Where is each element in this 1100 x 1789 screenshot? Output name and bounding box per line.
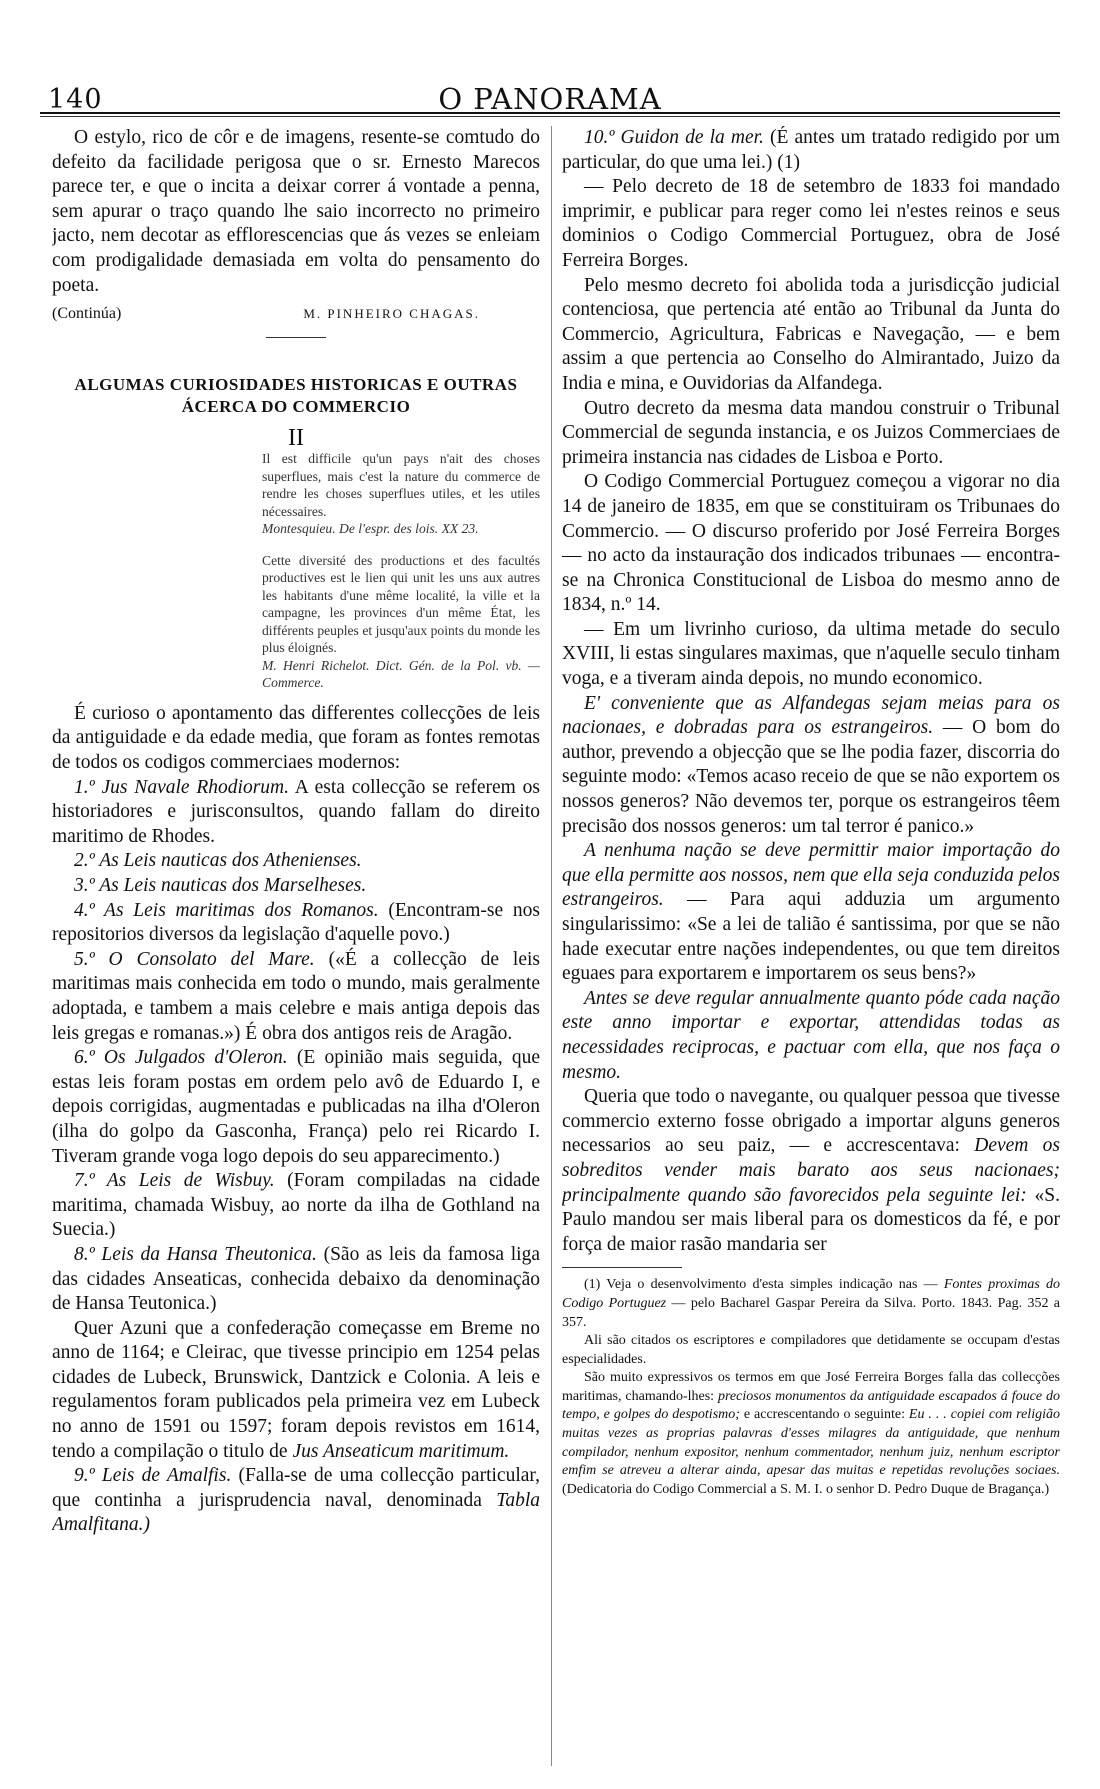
right-column bbox=[562, 126, 1060, 1776]
epigraph-2 bbox=[262, 552, 540, 692]
section-number: II bbox=[288, 424, 304, 451]
footnote-italic: Eu . . . copiei com religião muitas vezes as proprias palavras d'esses milagres da antiguidade, que nenhum compilador, nenhum expositor, nenhum commentador, nenhum juiz, nenhum escriptor emfim se atreveu a alterar ainda, apesar das muitas e repetidas revoluções sociaes. bbox=[562, 1407, 1060, 1479]
footnote-italic: preciosos monumentos da antiguidade escapados á fouce do tempo, e golpes do despotismo; bbox=[562, 1388, 1060, 1423]
body-paragraph: Pelo mesmo decreto foi abolida toda a jurisdicção judicial contenciosa, que pertencia até então ao Tribunal da Junta do Commercio, Agricultura, Fabricas e Navegação, — e bem assim a que pertencia ao Conselho do Almirantado, Juizo da India e mina, e Ouvidorias da Alfandega. bbox=[562, 274, 1060, 394]
list-item-text: (São as leis da famosa liga das cidades Anseaticas, conhecida debaixo da denominação de Hansa Teutonica.) bbox=[52, 1243, 540, 1315]
page-number: 140 bbox=[48, 84, 103, 115]
section-title: ALGUMAS CURIOSIDADES HISTORICAS E OUTRAS ÁCERCA DO COMMERCIO bbox=[74, 374, 518, 416]
list-item bbox=[52, 1464, 540, 1538]
maxim-text: A nenhuma nação se deve permittir maior importação do que ella permitte aos nossos, nem que ella seja conduzida pelos estrangeiros. bbox=[562, 840, 1060, 911]
list-item-text: (É antes um tratado redigido por um particular, do que uma lei.) (1) bbox=[562, 127, 1060, 173]
list-item bbox=[52, 1243, 540, 1317]
list-item-text: A esta collecção se referem os historiadores e jurisconsultos, quando fallam do direito maritimo de Rhodes. bbox=[52, 776, 540, 847]
running-title: O PANORAMA bbox=[438, 82, 662, 116]
header-rule-thin bbox=[40, 116, 1060, 117]
body-paragraph: Outro decreto da mesma data mandou construir o Tribunal Commercial de segunda instancia, e os Juizos Commerciaes de primeira instancia nas cidades de Lisboa e Porto. bbox=[562, 397, 1060, 468]
epigraph-2-text: Cette diversité des productions et des facultés productives est le lien qui unit les uns aux autres les habitants d'une même localité, la ville et la campagne, les provinces d'un même État, les différents peuples et jusqu'aux points du monde les plus éloignés. bbox=[262, 552, 540, 656]
footnotes bbox=[562, 1276, 1060, 1499]
list-item-label: 5.º O Consolato del Mare. bbox=[74, 948, 315, 970]
body-text: — O bom do author, prevendo a objecção que se lhe podia fazer, discorria do seguinte modo: «Temos acaso receio de que se não exportem os nossos generos? Não devemos ter, porque os estrangeiros têem precisão dos nossos generos: um tal terror é panico.» bbox=[562, 717, 1060, 837]
list-item bbox=[52, 948, 540, 1046]
list-item-label: 7.º As Leis de Wisbuy. bbox=[74, 1170, 275, 1192]
intro-paragraph: O estylo, rico de côr e de imagens, resente-se comtudo do defeito da facilidade perigosa que o sr. Ernesto Marecos parece ter, e que o incita a deixar correr á vontade a penna, sem apurar o traço quando lhe saio incorrecto no primeiro jacto, nem decotar as efflorescencias que ás vezes se enleiam com prodigalidade demasiada em volta do pensamento do poeta. bbox=[52, 127, 540, 296]
body-paragraph: É curioso o apontamento das differentes collecções de leis da antiguidade e da edade media, que foram as fontes remotas de todos os codigos commerciaes modernos: bbox=[52, 702, 540, 774]
list-item-label: 8.º Leis da Hansa Theutonica. bbox=[74, 1243, 317, 1265]
body-text-italic: Jus Anseaticum maritimum. bbox=[292, 1440, 510, 1462]
footnote bbox=[562, 1276, 1060, 1332]
left-column bbox=[52, 126, 540, 1776]
footnote-text: São muito expressivos os termos em que José Ferreira Borges falla das collecções maritimas, chamando-lhes: bbox=[562, 1370, 1060, 1404]
continua-note: (Continúa) bbox=[52, 305, 122, 323]
list-item-label: 9.º Leis de Amalfis. bbox=[74, 1465, 232, 1487]
footnote-text: — pelo Bacharel Gaspar Pereira da Silva. Porto. 1843. Pag. 352 a 357. bbox=[562, 1295, 1060, 1330]
list-item-label: 1.º Jus Navale Rhodiorum. bbox=[74, 776, 289, 798]
footnote-text: e accrescentando o seguinte: bbox=[739, 1407, 909, 1423]
list-item bbox=[52, 776, 540, 850]
body-text: — Para aqui adduzia um argumento singularissimo: «Se a lei de talião é santissima, por que se não hade executar entre nações independentes, ou que tem direitos eguaes para exportarem e importarem os seus bens?» bbox=[562, 889, 1060, 985]
footnote-text: (Dedicatoria do Codigo Commercial a S. M. I. o senhor D. Pedro Duque de Bragança.) bbox=[562, 1481, 1050, 1497]
body-paragraph bbox=[52, 1317, 540, 1465]
body-paragraph bbox=[562, 1085, 1060, 1257]
list-item: 3.º As Leis nauticas dos Marselheses. bbox=[74, 875, 367, 896]
list-item-label: 6.º Os Julgados d'Oleron. bbox=[74, 1047, 288, 1069]
list-item-italic: Tabla Amalfitana.) bbox=[52, 1489, 540, 1536]
maxim-text: E' conveniente que as Alfandegas sejam meias para os nacionaes, e dobradas para os estrangeiros. bbox=[562, 692, 1060, 739]
list-item bbox=[52, 1169, 540, 1243]
epigraph-2-cite: M. Henri Richelot. Dict. Gén. de la Pol. vb. — Commerce. bbox=[262, 657, 540, 691]
page-header bbox=[40, 74, 1060, 116]
list-item-text: (Falla-se de uma collecção particular, que continha a jurisprudencia naval, denominada bbox=[52, 1465, 540, 1511]
body-paragraph: — Pelo decreto de 18 de setembro de 1833 foi mandado imprimir, e publicar para reger como lei n'estes reinos e seus dominios o Codigo Commercial Portuguez, obra de José Ferreira Borges. bbox=[562, 176, 1060, 271]
list-item bbox=[52, 899, 540, 948]
body-paragraph bbox=[562, 839, 1060, 987]
epigraph-1 bbox=[262, 450, 540, 538]
list-item-text: (E opinião mais seguida, que estas leis foram postas em ordem pelo avô de Eduardo I, e depois corrigidas, augmentadas e publicadas na ilha d'Oleron (ilha do golpo da Gasconha, França) pelo rei Ricardo I. Tiveram grande voga logo depois do seu apparecimento.) bbox=[52, 1047, 540, 1167]
list-item-text: («É a collecção de leis maritimas mais conhecida em todo o mundo, mais geralmente adoptada, e tambem a mais celebre e mais antiga depois das leis gregas e romanas.») É obra dos antigos reis de Aragão. bbox=[52, 948, 540, 1044]
epigraph-1-cite: Montesquieu. De l'espr. des lois. XX 23. bbox=[262, 521, 479, 537]
maxim-paragraph: Antes se deve regular annualmente quanto póde cada nação este anno importar e exportar, attendidas todas as necessidades reciprocas, e pactuar com ella, que nos faça o mesmo. bbox=[562, 987, 1060, 1083]
header-rule bbox=[40, 112, 1060, 114]
footnote-rule bbox=[562, 1267, 682, 1268]
body-text: Queria que todo o navegante, ou qualquer pessoa que tivesse commercio externo fosse obrigado a importar alguns generos necessarios ao seu paiz, — e accrescentava: bbox=[562, 1086, 1060, 1157]
body-paragraph: O Codigo Commercial Portuguez começou a vigorar no dia 14 de janeiro de 1835, em que se constituiram os Tribunaes do Commercio. — O discurso proferido por José Ferreira Borges — no acto da instauração dos indicados tribunaes — encontra-se na Chronica Constitucional de Lisboa do mesmo anno de 1834, n.º 14. bbox=[562, 471, 1060, 616]
list-item-text: (Encontram-se nos repositorios diversos da legislação d'aquelle povo.) bbox=[52, 899, 540, 946]
body-paragraph: — Em um livrinho curioso, da ultima metade do seculo XVIII, li estas singulares maximas, que n'aquelle seculo tinham voga, e a tiveram ainda depois, no mundo economico. bbox=[562, 618, 1060, 690]
body-text: Quer Azuni que a confederação começasse em Breme no anno de 1164; e Cleirac, que tivesse principio em 1254 pelas cidades de Lubeck, Brunswick, Dantzick e Colonia. A leis e regulamentos foram publicados pela primeira vez em Lubeck no anno de 1591 ou 1597; foram depois revistos em 1614, tendo a compilação o titulo de bbox=[52, 1317, 540, 1462]
list-item-label: 10.º Guidon de la mer. bbox=[584, 127, 764, 148]
epigraph-1-text: Il est difficile qu'un pays n'ait des choses superflues, mais c'est la nature du commerce de rendre les choses superflues utiles, et les utiles nécessaires. bbox=[262, 451, 540, 519]
footnote-text: (1) Veja o desenvolvimento d'esta simples indicação nas — bbox=[584, 1277, 944, 1293]
list-item bbox=[562, 126, 1060, 175]
footnote: Ali são citados os escriptores e compiladores que detidamente se occupam d'estas especialidades. bbox=[562, 1333, 1060, 1367]
footnote-italic: Fontes proximas do Codigo Portuguez bbox=[562, 1277, 1060, 1311]
list-item: 2.º As Leis nauticas dos Athenienses. bbox=[74, 850, 362, 872]
body-text: «S. Paulo mandou ser mais liberal para os domesticos da fé, e por força de maior rasão mandaria ser bbox=[562, 1184, 1060, 1255]
article-footer bbox=[52, 302, 540, 327]
list-item-label: 4.º As Leis maritimas dos Romanos. bbox=[74, 899, 379, 921]
list-item-text: (Foram compiladas na cidade maritima, chamada Wisbuy, ao norte da ilha de Gothland na Suecia.) bbox=[52, 1170, 540, 1241]
section-rule bbox=[266, 337, 326, 338]
footnote bbox=[562, 1369, 1060, 1499]
list-item bbox=[52, 1046, 540, 1169]
maxim-text: Devem os sobreditos vender mais barato aos seus nacionaes; principalmente quando são favorecidos pela seguinte lei: bbox=[562, 1135, 1060, 1206]
article-author: M. PINHEIRO CHAGAS. bbox=[303, 306, 480, 322]
body-paragraph bbox=[562, 692, 1060, 840]
column-divider bbox=[551, 126, 552, 1766]
